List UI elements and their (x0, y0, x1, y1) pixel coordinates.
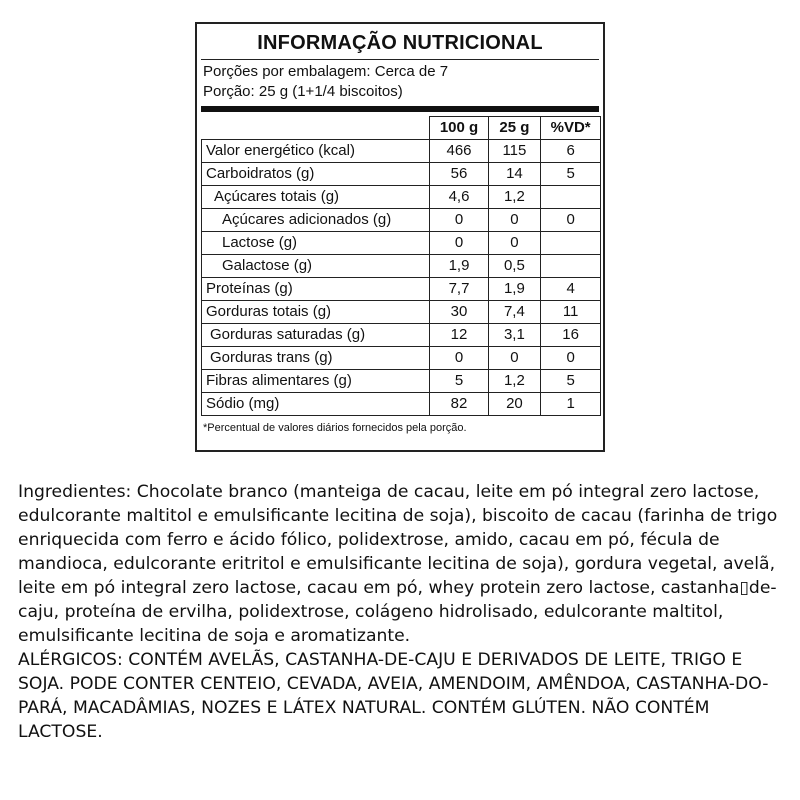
value-per-serving: 20 (488, 393, 541, 416)
value-daily-percent (541, 232, 601, 255)
value-daily-percent: 0 (541, 347, 601, 370)
table-row (202, 278, 601, 301)
header-per-serving: 25 g (488, 117, 541, 140)
value-per-serving: 0 (488, 232, 541, 255)
value-daily-percent: 6 (541, 140, 601, 163)
value-per-100g: 7,7 (430, 278, 488, 301)
value-daily-percent: 4 (541, 278, 601, 301)
table-row (202, 209, 601, 232)
table-row (202, 232, 601, 255)
value-daily-percent (541, 255, 601, 278)
value-daily-percent: 1 (541, 393, 601, 416)
value-daily-percent: 11 (541, 301, 601, 324)
value-per-serving: 115 (488, 140, 541, 163)
nutrient-name: Sódio (mg) (202, 393, 430, 416)
nutrition-header-row (202, 117, 601, 140)
value-per-100g: 0 (430, 232, 488, 255)
header-daily-value: %VD* (541, 117, 601, 140)
nutrient-name: Gorduras trans (g) (202, 347, 430, 370)
value-per-serving: 0 (488, 209, 541, 232)
value-daily-percent: 16 (541, 324, 601, 347)
table-row (202, 324, 601, 347)
header-per-100g: 100 g (430, 117, 488, 140)
value-per-100g: 1,9 (430, 255, 488, 278)
value-per-100g: 30 (430, 301, 488, 324)
nutrition-title: INFORMAÇÃO NUTRICIONAL (257, 32, 543, 54)
nutrition-table (201, 116, 601, 416)
value-per-100g: 4,6 (430, 186, 488, 209)
table-row (202, 301, 601, 324)
nutrient-name: Valor energético (kcal) (202, 140, 430, 163)
allergens-text: ALÉRGICOS: CONTÉM AVELÃS, CASTANHA-DE-CAJU E DERIVADOS DE LEITE, TRIGO E SOJA. PODE CONTER CENTEIO, CEVADA, AVEIA, AMENDOIM, AMÊNDOA, CASTANHA-DO-PARÁ, MACADÂMIAS, NOZES E LÁTEX NATURAL. CONTÉM GLÚTEN. NÃO CONTÉM LACTOSE. (18, 650, 769, 742)
value-per-serving: 14 (488, 163, 541, 186)
table-row (202, 370, 601, 393)
servings-per-package: Porções por embalagem: Cerca de 7 (203, 63, 449, 80)
value-per-100g: 0 (430, 209, 488, 232)
nutrition-facts-panel (195, 22, 605, 452)
serving-size: Porção: 25 g (1+1/4 biscoitos) (203, 83, 403, 100)
table-row (202, 255, 601, 278)
value-per-100g: 56 (430, 163, 488, 186)
table-row (202, 393, 601, 416)
value-per-100g: 0 (430, 347, 488, 370)
value-daily-percent: 5 (541, 163, 601, 186)
table-row (202, 140, 601, 163)
value-per-100g: 82 (430, 393, 488, 416)
value-daily-percent: 5 (541, 370, 601, 393)
table-row (202, 163, 601, 186)
nutrient-name: Galactose (g) (202, 255, 430, 278)
value-per-100g: 12 (430, 324, 488, 347)
ingredients-text: Ingredientes: Chocolate branco (manteiga de cacau, leite em pó integral zero lactose, edulcorante maltitol e emulsificante lecitina de soja), biscoito de cacau (farinha de trigo enriquecida com ferro e ácido fólico, polidextrose, amido, cacau em pó, fécula de mandioca, edulcorante eritritol e emulsificante lecitina de soja), gordura vegetal, avelã, leite em pó integral zero lactose, cacau em pó, whey protein zero lactose, castanha▯de-caju, proteína de ervilha, polidextrose, colágeno hidrolisado, edulcorante maltitol, emulsificante lecitina de soja e aromatizante. (18, 482, 778, 646)
header-blank-cell (202, 117, 430, 140)
nutrient-name: Gorduras totais (g) (202, 301, 430, 324)
value-per-serving: 7,4 (488, 301, 541, 324)
table-row (202, 186, 601, 209)
value-per-serving: 0 (488, 347, 541, 370)
serving-divider (201, 106, 599, 112)
nutrient-name: Carboidratos (g) (202, 163, 430, 186)
ingredients-section (18, 480, 793, 744)
value-per-100g: 5 (430, 370, 488, 393)
nutrient-name: Gorduras saturadas (g) (202, 324, 430, 347)
value-per-serving: 3,1 (488, 324, 541, 347)
nutrient-name: Fibras alimentares (g) (202, 370, 430, 393)
nutrient-name: Açúcares totais (g) (202, 186, 430, 209)
nutrient-name: Proteínas (g) (202, 278, 430, 301)
value-per-serving: 1,9 (488, 278, 541, 301)
value-daily-percent: 0 (541, 209, 601, 232)
daily-value-footnote: *Percentual de valores diários fornecidos pela porção. (203, 422, 467, 434)
nutrient-name: Açúcares adicionados (g) (202, 209, 430, 232)
nutrient-name: Lactose (g) (202, 232, 430, 255)
value-per-serving: 0,5 (488, 255, 541, 278)
value-per-serving: 1,2 (488, 370, 541, 393)
value-per-100g: 466 (430, 140, 488, 163)
value-per-serving: 1,2 (488, 186, 541, 209)
value-daily-percent (541, 186, 601, 209)
table-row (202, 347, 601, 370)
